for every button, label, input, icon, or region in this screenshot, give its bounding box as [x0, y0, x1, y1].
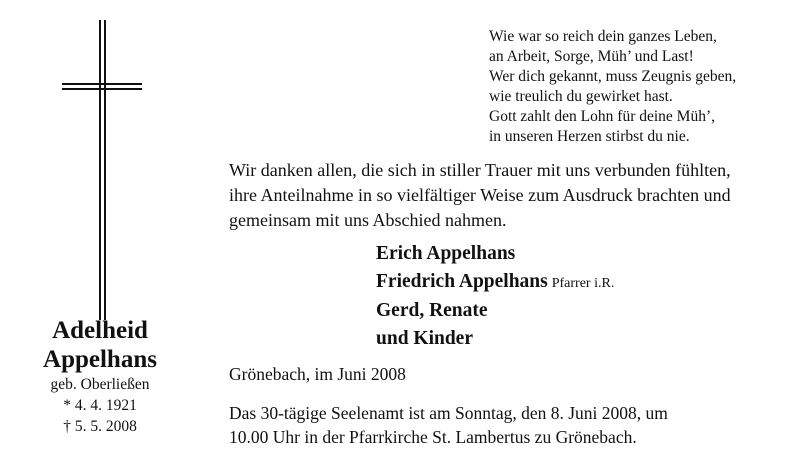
- place-date: Grönebach, im Juni 2008: [229, 364, 406, 384]
- birth-date: * 4. 4. 1921: [63, 397, 137, 414]
- thank-you-text: [229, 158, 789, 233]
- poem-line: Wer dich gekannt, muss Zeugnis geben,: [489, 68, 737, 85]
- poem-line: Gott zahlt den Lohn für deine Müh’,: [489, 108, 715, 125]
- family-member-title: Pfarrer i.R.: [551, 275, 615, 291]
- requiem-mass-notice: [229, 401, 668, 449]
- thanks-line: ihre Anteilnahme in so vielfältiger Weise zum Ausdruck brachten und: [229, 185, 731, 205]
- maiden-name: geb. Oberließen: [50, 376, 150, 393]
- poem-line: an Arbeit, Sorge, Müh’ und Last!: [489, 48, 694, 65]
- deceased-first-name: Adelheid: [52, 317, 148, 344]
- poem-line: wie treulich du gewirket hast.: [489, 88, 673, 105]
- mass-line: Das 30-tägige Seelenamt ist am Sonntag, den 8. Juni 2008, um: [229, 403, 668, 423]
- family-member: [376, 268, 614, 298]
- family-member: Erich Appelhans: [376, 243, 516, 264]
- death-date: † 5. 5. 2008: [63, 418, 137, 435]
- deceased-last-name: Appelhans: [43, 346, 157, 373]
- poem-line: in unseren Herzen stirbst du nie.: [489, 128, 690, 145]
- deceased-info: [20, 316, 180, 437]
- poem-line: Wie war so reich dein ganzes Leben,: [489, 28, 717, 45]
- family-member: und Kinder: [376, 327, 473, 349]
- family-member-name: Friedrich Appelhans: [376, 270, 548, 292]
- family-signatures: [376, 240, 614, 352]
- cross-icon: [62, 20, 142, 320]
- thanks-line: Wir danken allen, die sich in stiller Trauer mit uns verbunden fühlten,: [229, 160, 731, 180]
- thanks-line: gemeinsam mit uns Abschied nahmen.: [229, 210, 507, 230]
- family-member: Gerd, Renate: [376, 300, 488, 321]
- memorial-poem: [489, 27, 789, 147]
- mass-line: 10.00 Uhr in der Pfarrkirche St. Lambertus zu Grönebach.: [229, 427, 637, 447]
